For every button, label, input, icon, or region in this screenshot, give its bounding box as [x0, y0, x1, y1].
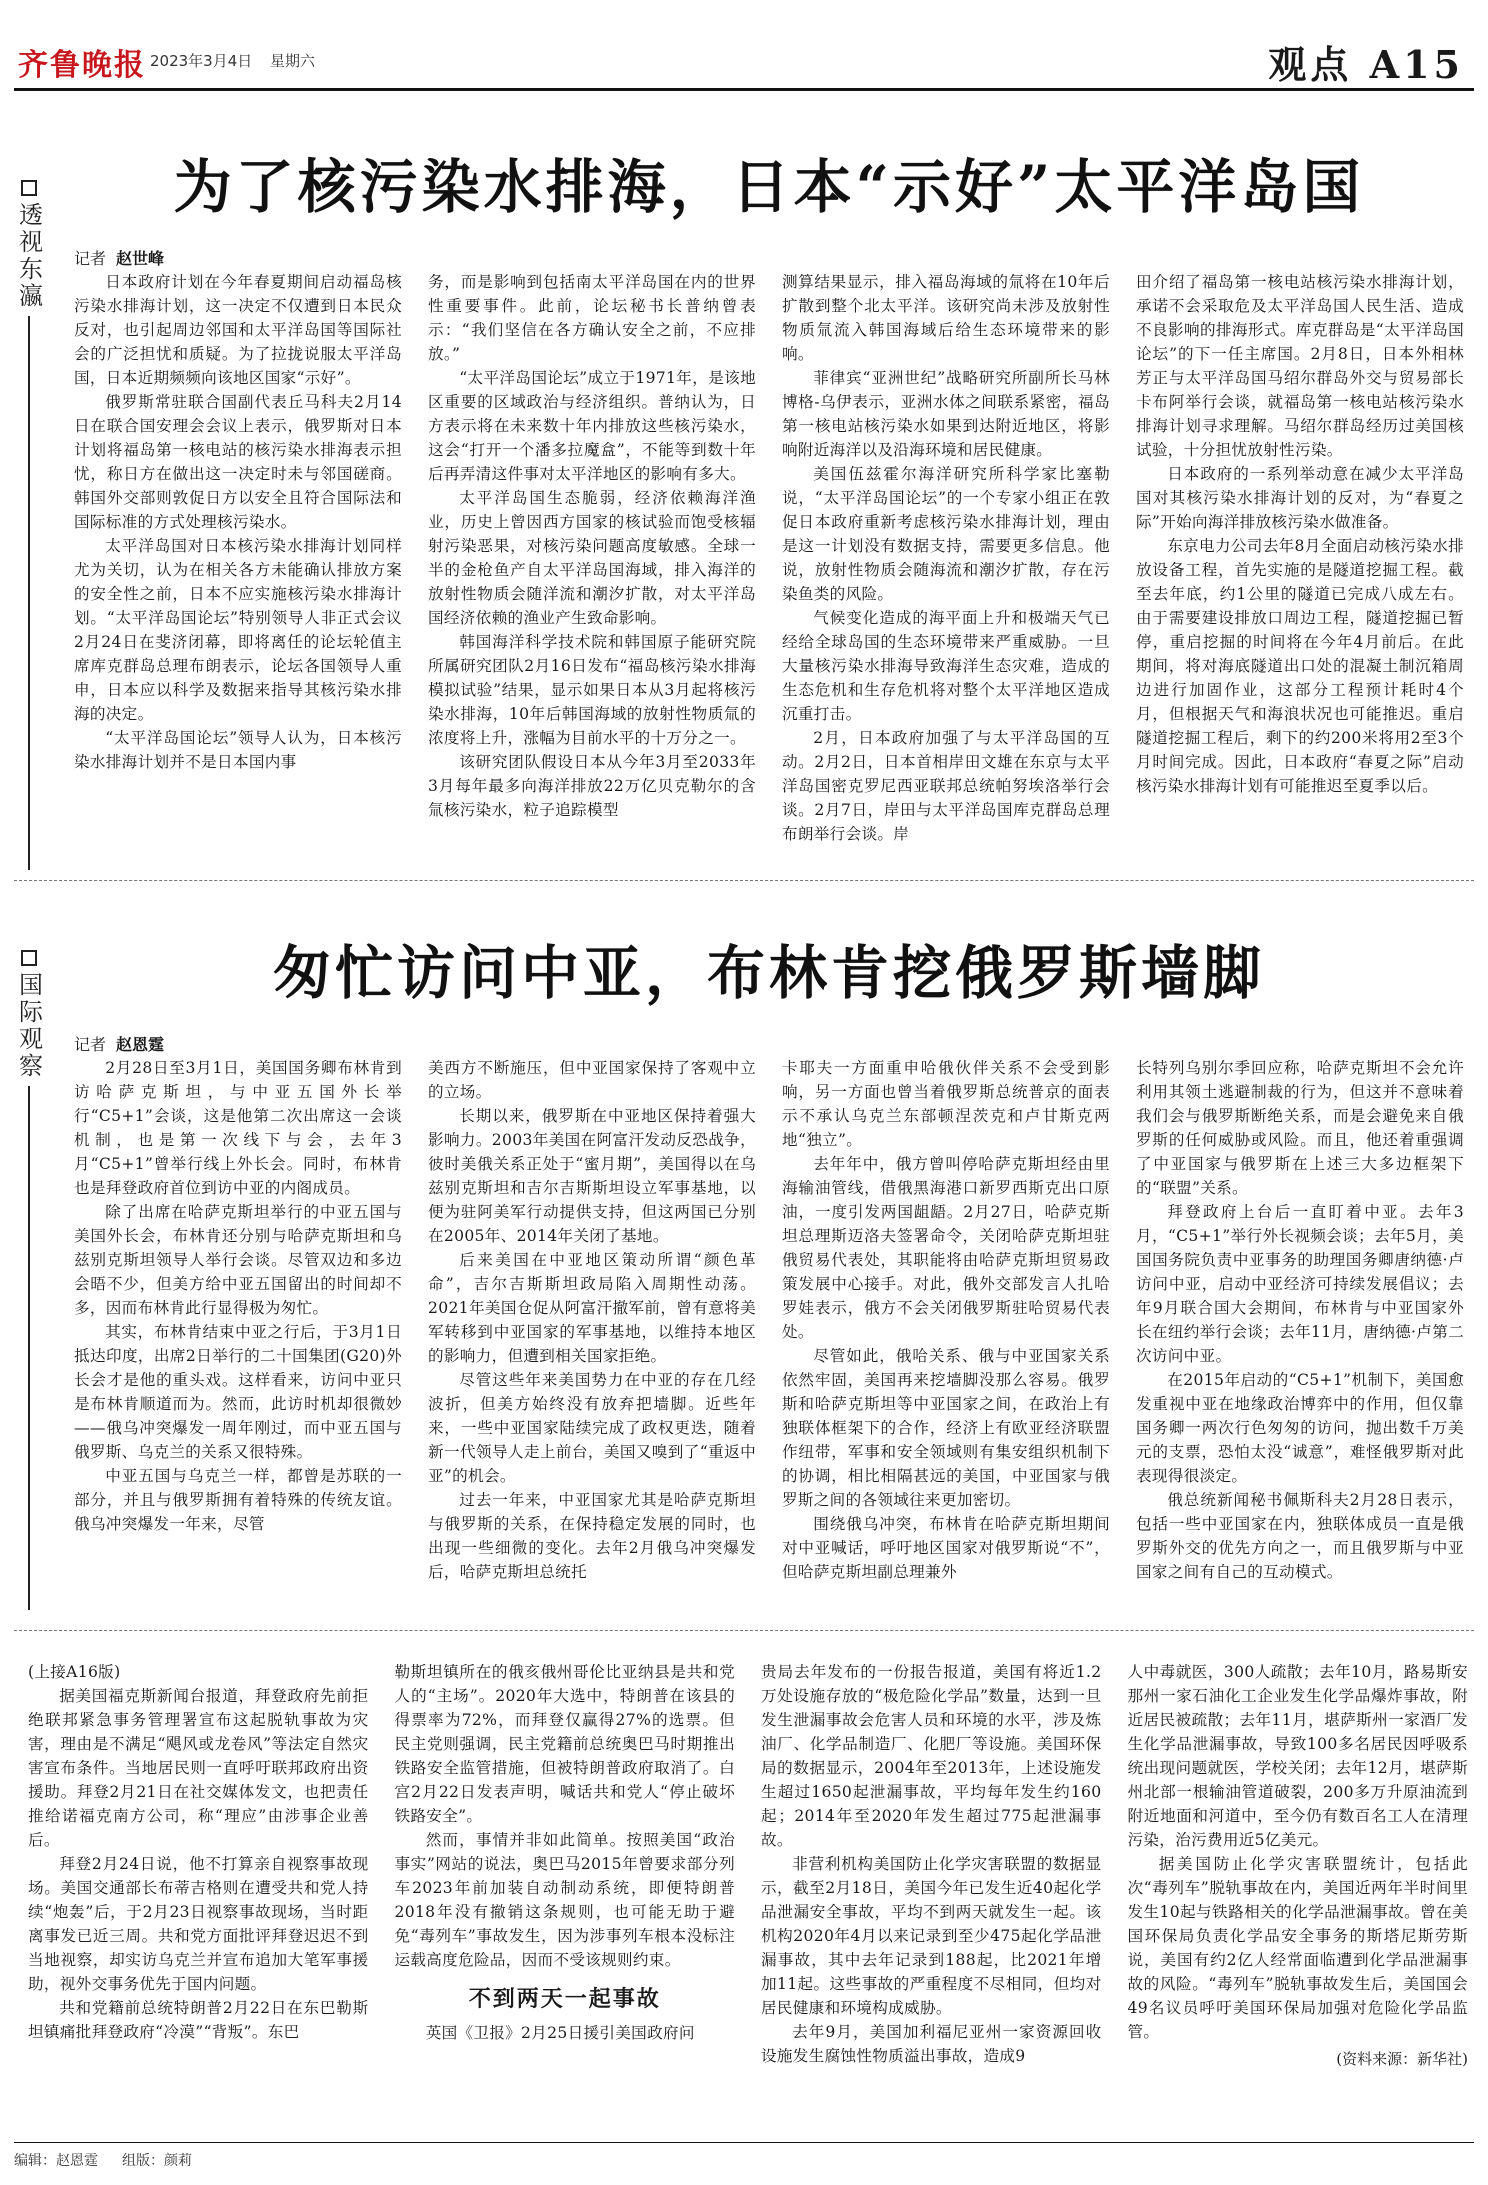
column-tag-box	[21, 180, 37, 196]
article-body	[28, 1660, 1468, 2140]
body-column-4	[1136, 1056, 1464, 1606]
paragraph: 务，而是影响到包括南太平洋岛国在内的世界性重要事件。此前，论坛秘书长普纳曾表示：“我们坚信在各方确认安全之前，不应排放。”	[428, 273, 756, 363]
footer-rule	[14, 2142, 1474, 2143]
paragraph: 贵局去年发布的一份报告报道，美国有将近1.2万处设施存放的“极危险化学品”数量，达到一旦发生泄漏事故会危害人员和环境的水平，涉及炼油厂、化学品制造厂、化肥厂等设施。美国环保局的数据显示，2004年至2013年，上述设施发生超过1650起泄漏事故，平均每年发生约160起；2014年至2020年发生超过775起泄漏事故。	[761, 1663, 1102, 1849]
paragraph: 据美国福克斯新闻台报道，拜登政府先前拒绝联邦紧急事务管理署宣布这起脱轨事故为灾害，理由是不满足“飓风或龙卷风”等法定自然灾害宣布条件。当地居民则一直呼吁联邦政府出资援助。拜登2月21日在社交媒体发文，也把责任推给诺福克南方公司，称“理应”由涉事企业善后。	[28, 1687, 369, 1849]
subheading: 不到两天一起事故	[468, 1986, 661, 2012]
paragraph: 拜登2月24日说，他不打算亲自视察事故现场。美国交通部长布蒂吉格则在遭受共和党人持续“炮轰”后，于2月23日视察事故现场，当时距离事发已近三周。共和党方面批评拜登迟迟不到当地视察，却实访乌克兰并宣布追加大笔军事援助，视外交事务优先于国内问题。	[28, 1855, 369, 1993]
issue-date: 2023年3月4日	[150, 52, 253, 70]
section-divider	[14, 880, 1474, 881]
paragraph: 围绕俄乌冲突，布林肯在哈萨克斯坦期间对中亚喊话，呼吁地区国家对俄罗斯说“不”，但哈萨克斯坦副总理兼外	[782, 1515, 1110, 1581]
paragraph: 去年年中，俄方曾叫停哈萨克斯坦经由里海输油管线，借俄黑海港口新罗西斯克出口原油，一度引发两国龃龉。2月27日，哈萨克斯坦总理斯迈洛夫签署命令，关闭哈萨克斯坦驻俄贸易代表处，其职能将由哈萨克斯坦贸易政策发展中心接手。对此，俄外交部发言人扎哈罗娃表示，俄方不会关闭俄罗斯驻哈贸易代表处。	[782, 1155, 1110, 1341]
issue-weekday: 星期六	[270, 52, 316, 70]
paragraph: 共和党籍前总统特朗普2月22日在东巴勒斯坦镇痛批拜登政府“冷漠”“背叛”。东巴	[28, 1999, 369, 2041]
paragraph: 美西方不断施压，但中亚国家保持了客观中立的立场。	[428, 1059, 756, 1101]
column-tag-line	[28, 1086, 30, 1610]
body-column-2	[395, 1660, 736, 2140]
paragraph: 其实，布林肯结束中亚之行后，于3月1日抵达印度，出席2日举行的二十国集团(G20)外长会才是他的重头戏。这样看来，访问中亚只是布林肯顺道而为。然而，此访时机却很微妙——俄乌冲突爆发一周年刚过，而中亚五国与俄罗斯、乌克兰的关系又很特殊。	[74, 1323, 402, 1461]
column-tag-line	[28, 316, 30, 870]
column-tag	[14, 180, 44, 870]
body-column-1	[74, 270, 402, 870]
paragraph: 日本政府的一系列举动意在减少太平洋岛国对其核污染水排海计划的反对，为“春夏之际”开始向海洋排放核污染水做准备。	[1136, 465, 1464, 531]
section-label: 观点 A15	[1268, 42, 1464, 87]
paragraph: 长期以来，俄罗斯在中亚地区保持着强大影响力。2003年美国在阿富汗发动反恐战争，彼时美俄关系正处于“蜜月期”，美国得以在乌兹别克斯坦和吉尔吉斯斯坦设立军事基地，以便为驻阿美军行动提供支持，但这两国已分别在2005年、2014年关闭了基地。	[428, 1107, 756, 1245]
article-nuclear-water	[14, 100, 1474, 870]
paragraph: 菲律宾“亚洲世纪”战略研究所副所长马林博格-乌伊表示，亚洲水体之间联系紧密，福岛第一核电站核污染水如果到达附近地区，将影响附近海洋以及沿海环境和居民健康。	[782, 369, 1110, 459]
paragraph: 该研究团队假设日本从今年3月至2033年3月每年最多向海洋排放22万亿贝克勒尔的含氚核污染水，粒子追踪模型	[428, 753, 756, 819]
paragraph: 俄总统新闻秘书佩斯科夫2月28日表示，包括一些中亚国家在内，独联体成员一直是俄罗斯外交的优先方向之一，而且俄罗斯与中亚国家之间有自己的互动模式。	[1136, 1491, 1464, 1581]
body-column-2	[428, 1056, 756, 1606]
body-column-4	[1136, 270, 1464, 870]
paragraph: 美国伍兹霍尔海洋研究所科学家比塞勒说，“太平洋岛国论坛”的一个专家小组正在敦促日本政府重新考虑核污染水排海计划，理由是这一计划没有数据支持，需要更多信息。他说，放射性物质会随海流和潮汐扩散，存在污染鱼类的风险。	[782, 465, 1110, 603]
paragraph: 据美国防止化学灾害联盟统计，包括此次“毒列车”脱轨事故在内，美国近两年半时间里发生10起与铁路相关的化学品泄漏事故。曾在美国环保局负责化学品安全事务的斯塔尼斯劳斯说，美国有约2亿人经常面临遭到化学品泄漏事故的风险。“毒列车”脱轨事故发生后，美国国会49名议员呼吁美国环保局加强对危险化学品监管。	[1127, 1855, 1468, 2041]
paragraph: 东京电力公司去年8月全面启动核污染水排放设备工程，首先实施的是隧道挖掘工程。截至去年底，约1公里的隧道已完成八成左右。由于需要建设排放口周边工程，隧道挖掘已暂停，重启挖掘的时间将在今年4月前后。在此期间，将对海底隧道出口处的混凝土制沉箱周边进行加固作业，这部分工程预计耗时4个月，但根据天气和海浪状况也可能推迟。重启隧道挖掘工程后，剩下的约200米将用2至3个月时间完成。因此，日本政府“春夏之际”启动核污染水排海计划有可能推迟至夏季以后。	[1136, 537, 1464, 795]
body-column-1	[74, 1056, 402, 1606]
paragraph: 去年9月，美国加利福尼亚州一家资源回收设施发生腐蚀性物质溢出事故，造成9	[761, 2023, 1102, 2065]
paragraph: 英国《卫报》2月25日援引美国政府问	[425, 2024, 695, 2042]
paragraph: 韩国海洋科学技术院和韩国原子能研究院所属研究团队2月16日发布“福岛核污染水排海模拟试验”结果，显示如果日本从3月起将核污染水排海，10年后韩国海域的放射性物质氚的浓度将上升，涨幅为目前水平的十万分之一。	[428, 633, 756, 747]
paragraph: 拜登政府上台后一直盯着中亚。去年3月，“C5+1”举行外长视频会谈；去年5月，美国国务院负责中亚事务的助理国务卿唐纳德·卢访问中亚，启动中亚经济可持续发展倡议；去年9月联合国大会期间，布林肯与中亚国家外长在纽约举行会谈；去年11月，唐纳德·卢第二次访问中亚。	[1136, 1203, 1464, 1365]
article-title: 为了核污染水排海，日本“示好”太平洋岛国	[173, 153, 1365, 221]
byline-name: 赵世峰	[116, 249, 165, 268]
article-body	[74, 1056, 1464, 1606]
paragraph: 人中毒就医，300人疏散；去年10月，路易斯安那州一家石油化工企业发生化学品爆炸事故，附近居民被疏散；去年11月，堪萨斯州一家酒厂发生化学品泄漏事故，导致100多名居民因呼吸系统出现问题就医，学校关闭；去年12月，堪萨斯州北部一根输油管道破裂，200多万升原油流到附近地面和河道中，至今仍有数百名工人在清理污染，治污费用近5亿美元。	[1127, 1663, 1468, 1849]
body-column-3	[782, 1056, 1110, 1606]
paragraph: 长特列乌别尔季回应称，哈萨克斯坦不会允许利用其领土逃避制裁的行为，但这并不意味着我们会与俄罗斯断绝关系，而是会避免来自俄罗斯的任何威胁或风险。而且，他还着重强调了中亚国家与俄罗斯在上述三大多边框架下的“联盟”关系。	[1136, 1059, 1464, 1197]
paragraph: 俄罗斯常驻联合国副代表丘马科夫2月14日在联合国安理会会议上表示，俄罗斯对日本计划将福岛第一核电站的核污染水排海表示担忧，称日方在做出这一决定时未与邻国磋商。韩国外交部则敦促日方以安全且符合国际法和国际标准的方式处理核污染水。	[74, 393, 402, 531]
byline-label: 记者	[74, 1035, 107, 1054]
paragraph: 后来美国在中亚地区策动所谓“颜色革命”，吉尔吉斯斯坦政局陷入周期性动荡。2021年美国仓促从阿富汗撤军前，曾有意将美军转移到中亚国家的军事基地，以维持本地区的影响力，但遭到相关国家拒绝。	[428, 1251, 756, 1365]
byline	[74, 1032, 164, 1055]
paragraph: 太平洋岛国对日本核污染水排海计划同样尤为关切，认为在相关各方未能确认排放方案的安全性之前，日本不应实施核污染水排海计划。“太平洋岛国论坛”特别领导人非正式会议2月24日在斐济闭幕，即将离任的论坛轮值主席库克群岛总理布朗表示，论坛各国领导人重申，日本应以科学及数据来指导其核污染水排海的决定。	[74, 537, 402, 723]
paragraph: 勒斯坦镇所在的俄亥俄州哥伦比亚纳县是共和党人的“主场”。2020年大选中，特朗普在该县的得票率为72%，而拜登仅赢得27%的选票。但民主党则强调，民主党籍前总统奥巴马时期推出铁路安全监管措施，但被特朗普政府取消了。白宫2月22日发表声明，喊话共和党人“停止破坏铁路安全”。	[394, 1663, 735, 1825]
paragraph: 田介绍了福岛第一核电站核污染水排海计划，承诺不会采取危及太平洋岛国人民生活、造成不良影响的排海形式。库克群岛是“太平洋岛国论坛”的下一任主席国。2月8日，日本外相林芳正与太平洋岛国马绍尔群岛外交与贸易部长卡布阿举行会谈，就福岛第一核电站核污染水排海计划寻求理解。马绍尔群岛经历过美国核试验，十分担忧放射性污染。	[1136, 273, 1464, 459]
source-note: (资料来源：新华社)	[1336, 2050, 1468, 2068]
column-tag	[14, 950, 44, 1610]
section-divider	[14, 1630, 1474, 1631]
editor-credit: 编辑：赵恩霆	[14, 2153, 98, 2169]
paragraph: 2月，日本政府加强了与太平洋岛国的互动。2月2日，日本首相岸田文雄在东京与太平洋岛国密克罗尼西亚联邦总统帕努埃洛举行会谈。2月7日，岸田与太平洋岛国库克群岛总理布朗举行会谈。岸	[782, 729, 1110, 843]
paragraph: 非营利机构美国防止化学灾害联盟的数据显示，截至2月18日，美国今年已发生近40起化学品泄漏安全事故，平均不到两天就发生一起。该机构2020年4月以来记录到至少475起化学品泄漏事故，其中去年记录到188起，比2021年增加11起。这些事故的严重程度不尽相同，但均对居民健康和环境构成威胁。	[761, 1855, 1102, 2017]
body-column-2	[428, 270, 756, 870]
paragraph: “太平洋岛国论坛”领导人认为，日本核污染水排海计划并不是日本国内事	[74, 729, 402, 771]
page-header	[0, 0, 1488, 86]
paragraph: 太平洋岛国生态脆弱，经济依赖海洋渔业，历史上曾因西方国家的核试验而饱受核辐射污染恶果，对核污染问题高度敏感。全球一半的金枪鱼产自太平洋岛国海域，排入海洋的放射性物质会随洋流和潮汐扩散，对太平洋岛国经济依赖的渔业产生致命影响。	[428, 489, 756, 627]
body-column-4	[1128, 1660, 1469, 2140]
paragraph: 2月28日至3月1日，美国国务卿布林肯到访哈萨克斯坦，与中亚五国外长举行“C5+1”会谈，这是他第二次出席这一会谈机制，也是第一次线下与会，去年3月“C5+1”曾举行线上外长会。同时，布林肯也是拜登政府首位到访中亚的内阁成员。	[74, 1059, 402, 1197]
column-tag-text: 透视东瀛	[14, 202, 43, 310]
byline-label: 记者	[74, 249, 107, 268]
layout-credit: 组版：颜莉	[122, 2153, 192, 2169]
column-tag-box	[21, 950, 37, 966]
header-rule	[14, 88, 1474, 91]
paragraph: 然而，事情并非如此简单。按照美国“政治事实”网站的说法，奥巴马2015年曾要求部分列车2023年前加装自动制动系统，即便特朗普2018年没有撤销这条规则，也可能无助于避免“毒列车”事故发生，因为涉事列车根本没标注运载高度危险品，因而不受该规则约束。	[394, 1831, 735, 1969]
column-tag-text: 国际观察	[14, 972, 43, 1080]
body-column-3	[761, 1660, 1102, 2140]
paragraph: 中亚五国与乌克兰一样，都曾是苏联的一部分，并且与俄罗斯拥有着特殊的传统友谊。俄乌冲突爆发一年来，尽管	[74, 1467, 402, 1533]
body-column-3	[782, 270, 1110, 870]
paragraph: 在2015年启动的“C5+1”机制下，美国愈发重视中亚在地缘政治博弈中的作用，但仅靠国务卿一两次行色匆匆的访问，抛出数千万美元的支票，恐怕太没“诚意”，难怪俄罗斯对此表现得很淡定。	[1136, 1371, 1464, 1485]
paragraph: 尽管如此，俄哈关系、俄与中亚国家关系依然牢固，美国再来挖墙脚没那么容易。俄罗斯和哈萨克斯坦等中亚国家之间，在政治上有独联体框架下的合作，经济上有欧亚经济联盟作纽带，军事和安全领域则有集安组织机制下的协调，相比相隔甚远的美国，中亚国家与俄罗斯之间的各领域往来更加密切。	[782, 1347, 1110, 1509]
paragraph: 测算结果显示，排入福岛海域的氚将在10年后扩散到整个北太平洋。该研究尚未涉及放射性物质氚流入韩国海域后给生态环境带来的影响。	[782, 273, 1110, 363]
article-toxic-train-continued	[14, 1640, 1474, 2140]
paragraph: 气候变化造成的海平面上升和极端天气已经给全球岛国的生态环境带来严重威胁。一旦大量核污染水排海导致海洋生态灾难，造成的生态危机和生存危机将对整个太平洋地区造成沉重打击。	[782, 609, 1110, 723]
paragraph: 过去一年来，中亚国家尤其是哈萨克斯坦与俄罗斯的关系，在保持稳定发展的同时，也出现一些细微的变化。去年2月俄乌冲突爆发后，哈萨克斯坦总统托	[428, 1491, 756, 1581]
paragraph: 尽管这些年来美国势力在中亚的存在几经波折，但美方始终没有放弃把墙脚。近些年来，一些中亚国家陆续完成了政权更迭，随着新一代领导人走上前台，美国又嗅到了“重返中亚”的机会。	[428, 1371, 756, 1485]
article-blinken-central-asia	[14, 890, 1474, 1610]
body-column-1	[28, 1660, 369, 2140]
paragraph: “太平洋岛国论坛”成立于1971年，是该地区重要的区域政治与经济组织。普纳认为，日方表示将在未来数十年内排放这些核污染水，这会“打开一个潘多拉魔盒”，不能等到数十年后再弄清这件事对太平洋地区的影响有多大。	[428, 369, 756, 483]
masthead-logo: 齐鲁晚报	[18, 48, 146, 83]
paragraph: 除了出席在哈萨克斯坦举行的中亚五国与美国外长会，布林肯还分别与哈萨克斯坦和乌兹别克斯坦领导人举行会谈。尽管双边和多边会晤不少，但美方给中亚五国留出的时间却不多，因而布林肯此行显得极为匆忙。	[74, 1203, 402, 1317]
page-footer	[14, 2150, 192, 2170]
article-body	[74, 270, 1464, 870]
jump-line: (上接A16版)	[28, 1663, 121, 1681]
article-title: 匆忙访问中亚，布林肯挖俄罗斯墙脚	[272, 939, 1265, 1007]
paragraph: 卡耶夫一方面重申哈俄伙伴关系不会受到影响，另一方面也曾当着俄罗斯总统普京的面表示不承认乌克兰东部顿涅茨克和卢甘斯克两地“独立”。	[782, 1059, 1110, 1149]
paragraph: 日本政府计划在今年春夏期间启动福岛核污染水排海计划，这一决定不仅遭到日本民众反对，也引起周边邻国和太平洋岛国等国际社会的广泛担忧和质疑。为了拉拢说服太平洋岛国，日本近期频频向该地区国家“示好”。	[74, 273, 402, 387]
byline-name: 赵恩霆	[116, 1035, 165, 1054]
byline	[74, 246, 164, 269]
